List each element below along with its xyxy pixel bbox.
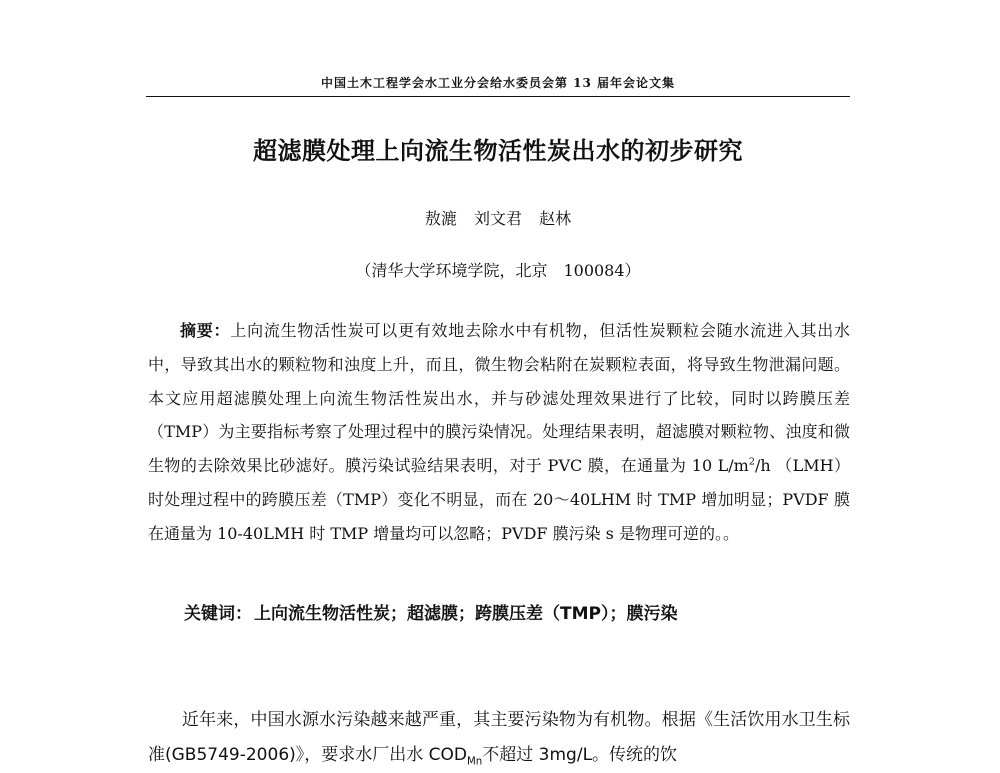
abstract-sup: 2	[748, 456, 755, 468]
keywords	[184, 599, 850, 624]
abstract	[148, 314, 850, 551]
keywords-text: 上向流生物活性炭；超滤膜；跨膜压差（TMP）；膜污染	[254, 604, 678, 624]
body-paragraph	[148, 703, 850, 773]
running-head: 中国土木工程学会水工业分会给水委员会第 13 届年会论文集	[320, 76, 676, 90]
authors: 敖漉 刘文君 赵林	[424, 209, 572, 228]
affiliation: （清华大学环境学院，北京 100084）	[355, 261, 641, 280]
body-text-1: 近年来，中国水源水污染越来越严重，其主要污染物为有机物。根据《生活饮用水卫生标准(GB5749-2006)》，要求水厂出水 COD	[148, 710, 850, 765]
body-text-2: 不超过 3mg/L。传统的饮	[482, 745, 678, 765]
keywords-label: 关键词：	[184, 604, 252, 624]
paper-title: 超滤膜处理上向流生物活性炭出水的初步研究	[253, 137, 743, 165]
body-sub: Mn	[467, 756, 483, 768]
abstract-text-2: /h （LMH）时处理过程中的跨膜压差（TMP）变化不明显，而在 20～40LHM 时 TMP 增加明显；PVDF 膜在通量为 10-40LMH 时 TMP 增量均可以忽略；PVDF 膜污染 s 是物理可逆的。。	[148, 456, 850, 543]
header-rule	[146, 96, 850, 97]
abstract-text-1: 上向流生物活性炭可以更有效地去除水中有机物，但活性炭颗粒会随水流进入其出水中，导致其出水的颗粒物和浊度上升，而且，微生物会粘附在炭颗粒表面，将导致生物泄漏问题。本文应用超滤膜处理上向流生物活性炭出水，并与砂滤处理效果进行了比较，同时以跨膜压差（TMP）为主要指标考察了处理过程中的膜污染情况。处理结果表明，超滤膜对颗粒物、浊度和微生物的去除效果比砂滤好。膜污染试验结果表明，对于 PVC 膜，在通量为 10 L/m	[148, 321, 850, 476]
abstract-label: 摘要：	[180, 321, 231, 340]
